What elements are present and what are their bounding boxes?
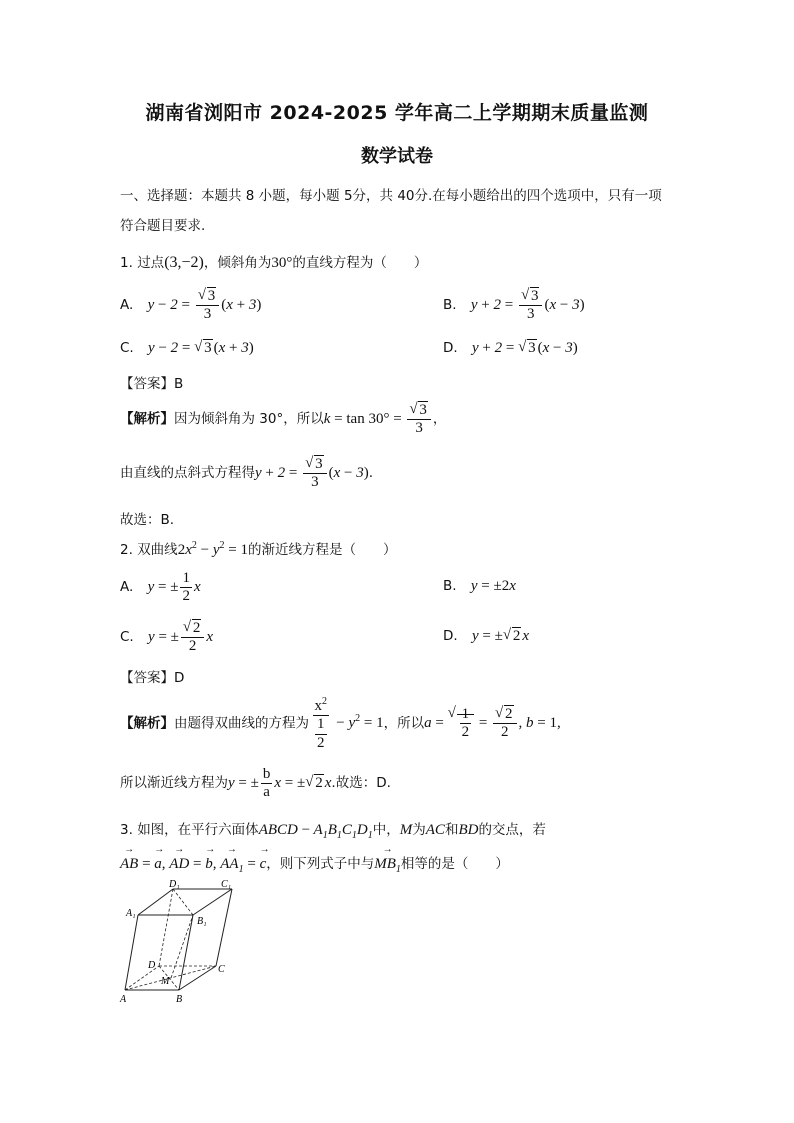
q2-option-d[interactable]: D. y = ±√ 2 x (443, 628, 529, 645)
question-3-stem: 3. 如图，在平行六面体ABCD − $A_1B_1C_1D_1$中，M为AC和BD的交点，若 (120, 822, 546, 841)
math-expression: y − 2 = √ $\frac{3}{3}$ (x + 3) (148, 297, 262, 313)
page-subtitle: 数学试卷 (361, 146, 433, 167)
edge-a1d1 (138, 889, 173, 915)
label-d1: D₁ (169, 880, 180, 890)
question-2-stem: 2. 双曲线$2x^2 - y^2 = 1$的渐近线方程是（ ） (120, 540, 397, 558)
math-expression: a = √ $\frac{1}{2}$ = √ $\frac{2}{2}$ , b = 1, (424, 715, 561, 731)
math-expression: $\frac{x^2}{\frac{1}{2}}$ − $y^2 = 1$ (314, 696, 384, 751)
label-a1: A₁ (126, 908, 136, 919)
math-expression: $2x^2 - y^2 = 1$ (177, 540, 248, 558)
math-expression: y = ± $\frac{1}{2}$ x (147, 570, 201, 605)
diag-ac (125, 966, 216, 990)
question-1-stem: 1. 过点(3,−2)，倾斜角为30°的直线方程为（ ） (120, 254, 428, 271)
math-expression: y = ±2x (470, 578, 516, 594)
math-expression: y − 2 = √ 3 (x + 3) (148, 340, 254, 356)
edge-b1b (179, 915, 193, 990)
q2-option-b[interactable]: B. y = ±2x (443, 578, 516, 594)
edge-d1d (159, 889, 173, 966)
math-expression: M (399, 822, 413, 838)
edge-a1a (125, 915, 138, 990)
q1-option-a[interactable]: A. y − 2 = √ $\frac{3}{3}$ (x + 3) (120, 288, 261, 324)
math-expression: y = ±√ 2 x (472, 628, 529, 644)
math-expression: y + 2 = √ $\frac{3}{3}$ (x − 3) (471, 297, 585, 313)
math-expression: y + 2 = √ 3 (x − 3) (472, 340, 578, 356)
math-expression: → AB = → a, → AD = → b, → $AA_1$ = → c (120, 856, 266, 872)
edge-b1c1 (193, 889, 232, 915)
label-m: M (161, 976, 170, 987)
q1-answer: 【答案】B (120, 376, 184, 392)
math-expression: y + 2 = √ $\frac{3}{3}$ (x − 3) (255, 465, 369, 481)
segment-mb1 (171, 915, 193, 978)
q2-option-a[interactable]: A. y = ± $\frac{1}{2}$ x (120, 570, 201, 605)
question-number: 2. (120, 542, 133, 558)
q1-option-d[interactable]: D. y + 2 = √ 3 (x − 3) (443, 340, 578, 357)
label-c: C (218, 964, 225, 975)
segment-d1b1 (173, 889, 193, 915)
q1-option-b[interactable]: B. y + 2 = √ $\frac{3}{3}$ (x − 3) (443, 288, 585, 324)
label-b: B (176, 994, 183, 1005)
section-heading-line1: 一、选择题：本题共 8 小题，每小题 5分，共 40分.在每小题给出的四个选项中，只有一项 (120, 188, 662, 204)
edge-c1c (216, 889, 232, 966)
q1-analysis-line2: 由直线的点斜式方程得y + 2 = √ $\frac{3}{3}$ (x − 3). (120, 456, 373, 492)
math-expression: BD (458, 822, 479, 838)
label-c1: C₁ (221, 880, 232, 890)
math-expression: k = tan 30° = √ $\frac{3}{3}$ (324, 411, 433, 427)
label-a: A (120, 994, 127, 1005)
question-number: 3. (120, 822, 133, 838)
q1-analysis-line1: 【解析】因为倾斜角为 30°，所以k = tan 30° = √ $\frac{3}{3}$ ， (120, 402, 446, 438)
q1-option-c[interactable]: C. y − 2 = √ 3 (x + 3) (120, 340, 254, 357)
label-d: D (148, 960, 156, 971)
q2-analysis-line2: 所以渐近线方程为y = ± $\frac{b}{a}$ x = ±√ 2 x.故选：D. (120, 766, 391, 802)
q2-option-c[interactable]: C. y = ± √ $\frac{2}{2}$ x (120, 620, 213, 656)
math-expression: AC (425, 822, 445, 838)
math-expression: y = ± $\frac{b}{a}$ x = ±√ 2 x (228, 775, 331, 791)
math-expression: ABCD − $A_1B_1C_1D_1$ (258, 822, 373, 841)
math-angle: 30° (271, 255, 293, 271)
label-b1: B₁ (197, 916, 207, 927)
q2-analysis-line1: 【解析】由题得双曲线的方程为 $\frac{x^2}{\frac{1}{2}}$ − $y^2 = 1$，所以a = √ $\frac{1}{2}$ = √ $\frac{2}{2}$ , b = 1, (120, 696, 561, 752)
edge-bc (179, 966, 216, 990)
math-expression: → $MB_1$ (374, 856, 401, 872)
section-heading-line2: 符合题目要求. (120, 218, 206, 234)
question-number: 1. (120, 255, 133, 271)
q2-answer: 【答案】D (120, 670, 185, 686)
parallelepiped-figure (115, 880, 245, 1010)
question-3-stem-line2: → AB = → a, → AD = → b, → $AA_1$ = → c，则下列式子中与→ $MB_1$相等的是（ ） (120, 852, 509, 875)
math-expression: y = ± √ $\frac{2}{2}$ x (148, 629, 213, 645)
q1-conclusion: 故选：B. (120, 512, 175, 528)
page-title: 湖南省浏阳市 2024-2025 学年高二上学期期末质量监测 (145, 102, 649, 124)
math-point: (3,−2) (164, 254, 204, 271)
